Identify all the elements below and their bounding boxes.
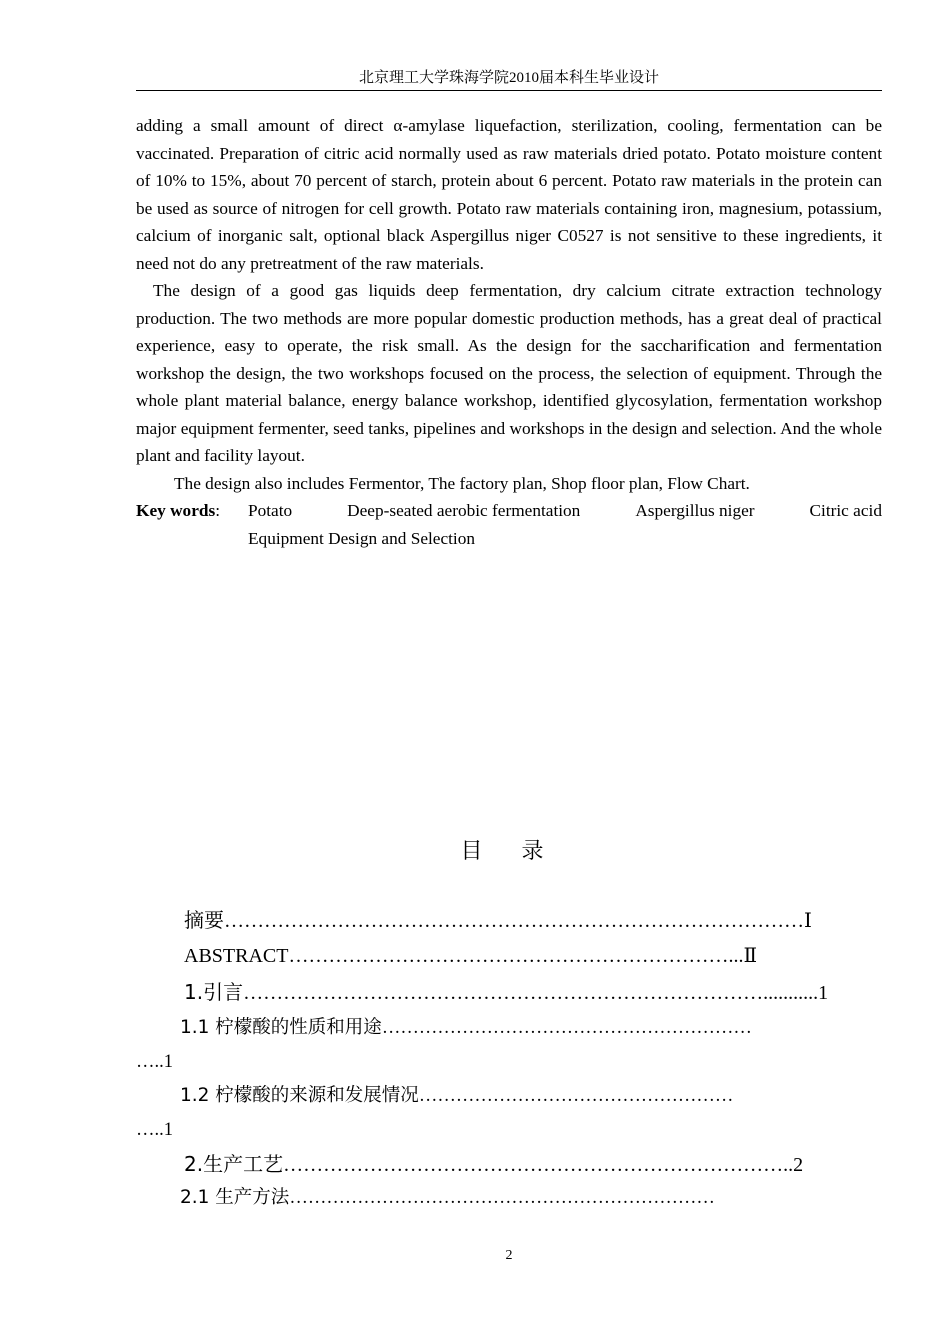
toc-entry[interactable]	[184, 906, 876, 935]
toc-entry-label: 1.引言	[184, 980, 244, 1004]
keyword: Deep-seated aerobic fermentation	[347, 501, 581, 520]
toc-entry-label: 2.生产工艺	[184, 1152, 284, 1176]
abstract-paragraph-3: The design also includes Fermentor, The factory plan, Shop floor plan, Flow Chart.	[174, 473, 750, 493]
abstract-paragraph-2: The design of a good gas liquids deep fermentation, dry calcium citrate extraction technology production. The two methods are more popular domestic production methods, has a great deal of practical experience, easy to operate, the risk small. As the design for the saccharification and fermentation workshop the design, the two workshops focused on the process, the selection of equipment. Through the whole plant material balance, energy balance workshop, identified glycosylation, fermentation workshop major equipment fermenter, seed tanks, pipelines and workshops in the design and selection. And the whole plant and facility layout.	[136, 281, 882, 465]
keyword: Aspergillus niger	[635, 501, 755, 520]
toc-leader-dots: …………………………………………………………...	[288, 945, 744, 967]
toc-leader-dots: ……………………………………………………………………...........	[243, 982, 819, 1004]
toc-entry-label: 1.1 柠檬酸的性质和用途	[180, 1017, 382, 1038]
toc-entry-continuation	[136, 1048, 336, 1076]
toc-page-number: 1	[818, 982, 829, 1004]
toc-entry[interactable]	[184, 942, 876, 970]
toc-page-number: 2	[793, 1154, 804, 1176]
toc-page-number: …..1	[136, 1120, 173, 1140]
keywords-line	[136, 497, 882, 525]
toc-page-number: Ⅱ	[743, 945, 758, 967]
keywords-label: Key words:	[136, 501, 221, 520]
keyword: Citric acid	[809, 501, 882, 520]
keyword: Potato	[248, 501, 293, 520]
toc-leader-dots: ……………………………………………………………………………	[224, 910, 804, 932]
toc-entry[interactable]	[180, 1014, 840, 1042]
abstract-paragraph-1: adding a small amount of direct α-amylase liquefaction, sterilization, cooling, fermentation can be vaccinated. Preparation of citric acid normally used as raw materials dried potato. Potato moisture content of 10% to 15%, about 70 percent of starch, protein about 6 percent. Potato raw materials in the protein can be used as source of nitrogen for cell growth. Potato raw materials containing iron, magnesium, potassium, calcium of inorganic salt, optional black Aspergillus niger C0527 is not sensitive to these ingredients, it need not do any pretreatment of the raw materials.	[136, 116, 882, 273]
toc-page-number: Ⅰ	[804, 910, 812, 932]
toc-title: 目 录	[460, 839, 560, 864]
toc-entry-label: ABSTRACT	[184, 945, 289, 967]
toc-entry-continuation	[136, 1116, 336, 1144]
toc-entry[interactable]	[180, 1082, 840, 1110]
toc-leader-dots: ……………………………………………	[418, 1086, 734, 1106]
running-header: 北京理工大学珠海学院2010届本科生毕业设计	[136, 66, 882, 91]
toc-leader-dots: ……………………………………………………………	[289, 1188, 715, 1208]
page-number: 2	[505, 1248, 513, 1263]
toc-entry-label: 1.2 柠檬酸的来源和发展情况	[180, 1085, 419, 1106]
toc-entry-label: 2.1 生产方法	[180, 1187, 290, 1208]
toc-page-number: …..1	[136, 1052, 173, 1072]
toc-entry[interactable]	[184, 978, 880, 1007]
toc-entry[interactable]	[184, 1150, 880, 1179]
toc-entry-label: 摘要	[184, 908, 224, 932]
toc-entry[interactable]	[180, 1184, 840, 1212]
keyword: Equipment Design and Selection	[248, 528, 476, 548]
toc-leader-dots: ……………………………………………………	[381, 1018, 752, 1038]
keywords-list	[248, 497, 882, 525]
abstract-body	[136, 112, 882, 552]
toc-leader-dots: …………………………………………………………………..	[283, 1154, 794, 1176]
